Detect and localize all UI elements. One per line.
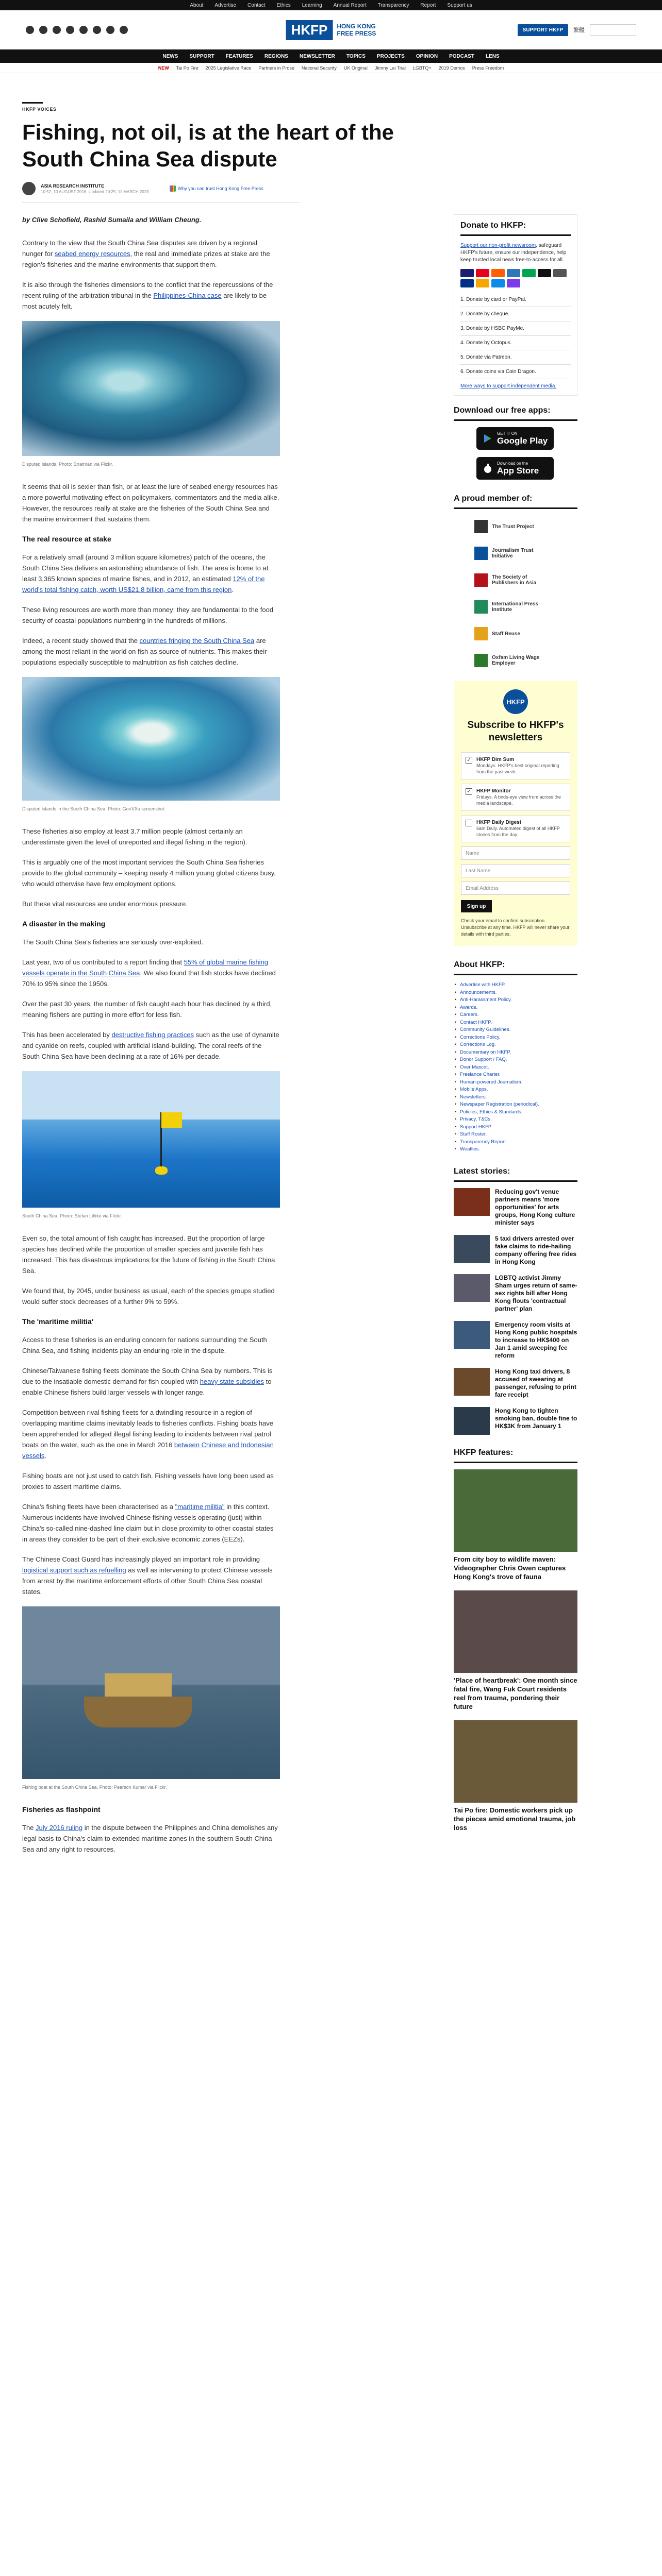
paragraph: Last year, two of us contributed to a report finding that 55% of global marine fishing vessels operate in the South China Sea. We also found that fish stocks have declined 70% to 95% since the 1950s. [22, 958, 276, 988]
member-logo-icon [474, 547, 488, 560]
trending-link[interactable]: Partners in Prose [258, 65, 294, 71]
story-title[interactable]: Emergency room visits at Hong Kong public hospitals to increase to HK$400 on Jan 1 amid sweeping fee reform [495, 1320, 577, 1359]
payment-card-icon [507, 279, 520, 287]
nav-item[interactable]: FEATURES [225, 53, 253, 59]
paragraph: It seems that oil is sexier than fish, or at least the lure of seabed energy resources has a more powerful motivating effect on policymakers, commentators and the media alike. However, the resources really at stake are the fisheries of the South China Sea and the marine environment that sustains them. [22, 483, 279, 523]
reef-image [22, 677, 280, 801]
paragraph: The July 2016 ruling in the dispute between the Philippines and China demolishes any legal basis to China's claim to extended maritime zones in the southern South China Sea and any right to resources. [22, 1824, 278, 1853]
newsletter-option[interactable] [461, 815, 570, 842]
member-logo[interactable] [474, 598, 577, 616]
article-title: Fishing, not oil, is at the heart of the South China Sea dispute [22, 120, 394, 171]
topbar-link[interactable]: Learning [302, 2, 322, 8]
about-link[interactable]: • Newspaper Registration (periodical). [454, 1101, 577, 1109]
trending-bar [0, 63, 662, 73]
about-link[interactable]: • Support HKFP. [454, 1124, 577, 1131]
member-logo[interactable] [474, 651, 577, 670]
checkbox[interactable]: ✓ [466, 757, 472, 764]
latest-heading: Latest stories: [454, 1167, 577, 1182]
donate-option[interactable]: 1. Donate by card or PayPal. [460, 293, 571, 307]
apple-icon [483, 463, 493, 473]
caption: Disputed islands. Photo: Stratman via Flickr. [22, 462, 113, 467]
bluesky-icon[interactable] [106, 26, 114, 34]
story-item[interactable] [454, 1407, 577, 1435]
byline [22, 182, 301, 203]
checkbox[interactable] [466, 820, 472, 826]
newsletter-name: HKFP Daily Digest [476, 820, 522, 825]
google-news-icon [170, 185, 176, 192]
story-title[interactable]: Hong Kong taxi drivers, 8 accused of swearing at passenger, refusing to print fare receipt [495, 1367, 577, 1398]
donate-heading: Donate to HKFP: [460, 221, 571, 236]
inline-link[interactable]: 12% of the world's total fishing catch, worth US$21.8 billion, came from this region [22, 575, 265, 594]
paragraph: It is also through the fisheries dimensions to the conflict that the repercussions of the recent ruling of the arbitration tribunal in the Philippines-China case are likely to be most acutely felt. [22, 281, 273, 310]
nav-item[interactable]: REGIONS [264, 53, 288, 59]
member-logo-icon [474, 573, 488, 587]
avatar [22, 182, 36, 195]
language-switch[interactable]: 繁體 [573, 27, 585, 33]
topbar-link[interactable]: Ethics [276, 2, 291, 8]
social-links [26, 26, 128, 34]
about-link[interactable]: • Policies, Ethics & Standards. [454, 1109, 577, 1116]
trust-link[interactable]: Why you can trust Hong Kong Free Press [170, 185, 263, 192]
more-ways-link[interactable]: More ways to support independent media. [460, 383, 557, 389]
about-link[interactable]: • Human-powered Journalism. [454, 1079, 577, 1087]
category-label[interactable]: HKFP VOICES [22, 107, 57, 112]
feature-image [454, 1590, 577, 1673]
member-logo-icon [474, 520, 488, 533]
about-links [454, 981, 577, 1154]
story-thumbnail [454, 1235, 490, 1263]
search-input[interactable] [590, 24, 636, 36]
newsletter-desc: Fridays. A birds-eye view from across the media landscape. [476, 794, 561, 806]
feature-item[interactable] [454, 1469, 577, 1581]
topbar-link[interactable]: Annual Report [333, 2, 367, 8]
support-link[interactable]: Support our non-profit newsroom [460, 243, 536, 248]
fishing-boat-image [22, 1606, 280, 1779]
about-link[interactable]: • Contact HKFP. [454, 1019, 577, 1027]
about-link[interactable]: • Documentary on HKFP. [454, 1049, 577, 1057]
figure [22, 321, 280, 470]
newsletter-desc: 6am Daily. Automated digest of all HKFP stories from the day. [476, 826, 560, 837]
feature-image [454, 1720, 577, 1803]
payment-card-icon [491, 269, 505, 277]
site-logo[interactable] [286, 20, 376, 40]
story-item[interactable] [454, 1188, 577, 1227]
feature-item[interactable] [454, 1590, 577, 1711]
member-logo[interactable] [474, 571, 577, 589]
newsletter-title: Subscribe to HKFP's newsletters [467, 720, 564, 743]
trending-link[interactable]: Press Freedom [472, 65, 504, 71]
nav-item[interactable]: NEWSLETTER [299, 53, 335, 59]
newsletter-fine-print: Check your email to confirm subscription. Unsubscribe at any time. HKFP will never share your details with third parties. [461, 918, 570, 937]
first-name-field[interactable]: Name [461, 846, 570, 860]
threads-icon[interactable] [66, 26, 74, 34]
category-rule [22, 102, 43, 104]
trending-link[interactable]: Tai Po Fire [176, 65, 198, 71]
about-link[interactable]: • Corrections Log. [454, 1041, 577, 1049]
member-logo[interactable] [474, 544, 577, 563]
paragraph: Competition between rival fishing fleets for a dwindling resource in a region of overlapping maritime claims inevitably leads to fisheries conflicts. Fishing boats have been apprehended for alleged illegal fishing leading to incidents between rival patrol boats on the water, such as the one in March 2016 between Chinese and Indonesian vessels. [22, 1409, 274, 1460]
paragraph: The South China Sea's fisheries are seriously over-exploited. [22, 938, 204, 946]
latest-stories [454, 1188, 577, 1435]
newsletter-name: HKFP Dim Sum [476, 757, 515, 762]
about-link[interactable]: • Transparency Report. [454, 1139, 577, 1146]
paragraph: For a relatively small (around 3 million square kilometres) patch of the oceans, the South China Sea delivers an astonishing abundance of fish. The area is home to at least 3,365 known species of marine fishes, and in 2012, an estimated 12% of the world's total fishing catch, worth US$21.8 billion, came from this region. [22, 553, 269, 594]
inline-link[interactable]: seabed energy resources [54, 250, 130, 258]
payment-card-icon [522, 269, 536, 277]
member-name: Journalism Trust Initiative [492, 548, 534, 559]
nav-item[interactable]: SUPPORT [189, 53, 214, 59]
about-link[interactable]: • Mobile Apps. [454, 1086, 577, 1094]
topbar-link[interactable]: Contact [247, 2, 266, 8]
topbar-link[interactable]: About [190, 2, 204, 8]
logo-mark: HKFP [286, 20, 333, 40]
section-heading: The real resource at stake [22, 535, 111, 543]
paragraph: This is arguably one of the most important services the South China Sea fisheries provide to the global community – keeping nearly 4 million young global citizens busy, who would otherwise have few employment options. [22, 858, 276, 888]
google-play-icon [483, 433, 493, 444]
story-thumbnail [454, 1321, 490, 1349]
trending-link[interactable]: UK Original [343, 65, 368, 71]
paragraph: Even so, the total amount of fish caught has increased. But the proportion of large species has declined while the proportion of smaller species and juvenile fish has increased. This has disastrous implications for the future of fishing in the South China Sea. [22, 1234, 275, 1275]
figure [22, 677, 280, 815]
inline-link[interactable]: "maritime militia" [175, 1503, 225, 1511]
topbar-link[interactable]: Transparency [377, 2, 409, 8]
linkedin-icon[interactable] [93, 26, 101, 34]
publish-date: 10:52, 10 AUGUST 2016, Updated 20:25, 11 MARCH 2023 [41, 189, 149, 194]
feature-image [454, 1469, 577, 1552]
paragraph: We found that, by 2045, under business as usual, each of the species groups studied would suffer stock decreases of a further 9% to 59%. [22, 1287, 275, 1306]
payment-icons [460, 269, 571, 287]
donate-option[interactable]: 3. Donate by HSBC PayMe. [460, 321, 571, 336]
story-item[interactable] [454, 1274, 577, 1313]
trending-link[interactable]: LGBTQ+ [412, 65, 432, 71]
newsletter-option[interactable] [461, 752, 570, 779]
about-link[interactable]: • Careers. [454, 1011, 577, 1019]
new-badge: NEW [158, 65, 169, 71]
rss-icon[interactable] [120, 26, 128, 34]
about-link[interactable]: • Staff Roster. [454, 1131, 577, 1139]
member-logo[interactable] [474, 517, 577, 536]
section-heading: A disaster in the making [22, 920, 106, 928]
logo-line: FREE PRESS [337, 30, 376, 37]
donate-option[interactable]: 4. Donate by Octopus. [460, 336, 571, 350]
newsletter-name: HKFP Monitor [476, 788, 511, 794]
story-item[interactable] [454, 1368, 577, 1399]
newsletter-desc: Mondays. HKFP's best original reporting from the past week. [476, 763, 559, 774]
support-button[interactable]: SUPPORT HKFP [518, 24, 568, 36]
story-title[interactable]: LGBTQ activist Jimmy Sham urges return of same-sex rights bill after Hong Kong flouts 'contractual partner' plan [495, 1274, 577, 1312]
nav-item[interactable]: OPINION [416, 53, 438, 59]
paragraph: Chinese/Taiwanese fishing fleets dominate the South China Sea by numbers. This is due to the insatiable domestic demand for fish coupled with heavy state subsidies to enable Chinese fishers build larger vessels with longer range. [22, 1367, 273, 1396]
inline-link[interactable]: Philippines-China case [153, 292, 222, 299]
youtube-icon[interactable] [79, 26, 88, 34]
story-title[interactable]: Hong Kong to tighten smoking ban, double fine to HK$3K from January 1 [495, 1406, 577, 1430]
newsletter-options [461, 752, 570, 842]
sidebar [454, 214, 577, 1841]
member-name: Oxfam Living Wage Employer [492, 655, 540, 666]
paragraph: China's fishing fleets have been characterised as a "maritime militia" in this context. Numerous incidents have involved Chinese fishing vessels operating (just) within China's so-called nine-dashed line claim but in close proximity to other coastal states in areas they consider to be part of their exclusive economic zones (EEZs). [22, 1503, 274, 1543]
topbar-link[interactable]: Report [420, 2, 436, 8]
member-logo-icon [474, 627, 488, 640]
story-item[interactable] [454, 1321, 577, 1360]
paragraph: Over the past 30 years, the number of fish caught each hour has declined by a third, meaning fishers are putting in more effort for less fish. [22, 1000, 272, 1019]
paragraph: Contrary to the view that the South China Sea disputes are driven by a regional hunger for seabed energy resources, the real and immediate prizes at stake are the region's fisheries and the marine environments that support them. [22, 239, 270, 268]
story-thumbnail [454, 1368, 490, 1396]
nav-item[interactable]: LENS [485, 53, 500, 59]
paragraph: But these vital resources are under enormous pressure. [22, 900, 188, 908]
story-thumbnail [454, 1274, 490, 1302]
story-thumbnail [454, 1188, 490, 1216]
apps-heading: Download our free apps: [454, 406, 577, 421]
newsletter-box [454, 681, 577, 946]
about-link[interactable]: • Announcements. [454, 989, 577, 997]
caption: Fishing boat at the South China Sea. Photo: Pearson Kumar via Flickr. [22, 1785, 167, 1790]
about-heading: About HKFP: [454, 960, 577, 975]
paragraph: Access to these fisheries is an enduring concern for nations surrounding the South China Sea, and fishing incidents play an enduring role in the dispute. [22, 1336, 267, 1354]
about-link[interactable]: • Awards. [454, 1004, 577, 1012]
nav-item[interactable]: PODCAST [449, 53, 474, 59]
app-store-button[interactable]: Download on the App Store [476, 457, 554, 480]
main-nav [0, 49, 662, 63]
signup-button[interactable]: Sign up [461, 900, 492, 912]
author-name[interactable]: ASIA RESEARCH INSTITUTE [41, 183, 105, 189]
islands-image [22, 321, 280, 456]
features-heading: HKFP features: [454, 1448, 577, 1463]
paragraph: Fishing boats are not just used to catch fish. Fishing vessels have long been used as proxies to assert maritime claims. [22, 1472, 274, 1490]
nav-item[interactable]: PROJECTS [376, 53, 405, 59]
donate-option[interactable]: 2. Donate by cheque. [460, 307, 571, 321]
about-link[interactable]: • Anti-Harassment Policy. [454, 996, 577, 1004]
payment-card-icon [507, 269, 520, 277]
google-play-button[interactable]: GET IT ON Google Play [476, 427, 554, 450]
inline-link[interactable]: 55% of global marine fishing vessels operate in the South China Sea [22, 958, 268, 977]
payment-card-icon [476, 279, 489, 287]
article-body [22, 214, 280, 1855]
email-field[interactable]: Email Address [461, 882, 570, 895]
nav-item[interactable]: NEWS [162, 53, 178, 59]
payment-card-icon [538, 269, 551, 277]
story-title[interactable]: Reducing gov't venue partners means 'more opportunities' for arts groups, Hong Kong culture minister says [495, 1188, 575, 1226]
buoy-image [22, 1071, 280, 1208]
inline-link[interactable]: countries fringing the South China Sea [139, 637, 255, 645]
member-name: The Society of Publishers in Asia [492, 574, 537, 586]
inline-link[interactable]: destructive fishing practices [111, 1031, 194, 1039]
paragraph: This has been accelerated by destructive fishing practices such as the use of dynamite and cyanide on reefs, coupled with artificial island-building. The coral reefs of the South China Sea have been declining at a rate of 16% per decade. [22, 1031, 279, 1060]
inline-link[interactable]: heavy state subsidies [200, 1378, 264, 1385]
topbar-link[interactable]: Support us [447, 2, 472, 8]
inline-link[interactable]: July 2016 ruling [36, 1824, 83, 1832]
about-link[interactable]: • Corrections Policy. [454, 1034, 577, 1042]
about-link[interactable]: • Donor Support / FAQ. [454, 1056, 577, 1064]
trending-link[interactable]: National Security [301, 65, 337, 71]
about-link[interactable]: • Newsletters. [454, 1094, 577, 1101]
story-title[interactable]: 5 taxi drivers arrested over fake claims to ride-hailing company offering free rides in Hong Kong [495, 1234, 577, 1265]
feature-stories [454, 1469, 577, 1832]
trending-link[interactable]: 2025 Legislative Race [205, 65, 252, 71]
feature-title[interactable]: 'Place of heartbreak': One month since fatal fire, Wang Fuk Court residents reel from trauma, pondering their future [454, 1676, 577, 1710]
trending-link[interactable]: Jimmy Lai Trial [374, 65, 406, 71]
paragraph: The Chinese Coast Guard has increasingly played an important role in providing logistical support such as refuelling as well as intervening to protect Chinese vessels from arrest by the maritime enforcement efforts of other South China Sea coastal states. [22, 1555, 273, 1596]
section-heading: The 'maritime militia' [22, 1317, 94, 1326]
payment-card-icon [491, 279, 505, 287]
section-heading: Fisheries as flashpoint [22, 1805, 101, 1814]
donate-box [454, 214, 577, 396]
member-name: International Press Institute [492, 601, 539, 613]
hkfp-logo: HKFP [503, 689, 528, 714]
paragraph: Indeed, a recent study showed that the countries fringing the South China Sea are among the most reliant in the world on fish as source of nutrients. This makes their populations especially susceptible to malnutrition as fish catches decline. [22, 637, 267, 666]
about-link[interactable]: • Over Mascot. [454, 1064, 577, 1072]
logo-line: HONG KONG [337, 23, 376, 30]
inline-link[interactable]: between Chinese and Indonesian vessels [22, 1441, 274, 1460]
member-heading: A proud member of: [454, 494, 577, 509]
about-link[interactable]: • Privacy, T&Cs. [454, 1116, 577, 1124]
feature-item[interactable] [454, 1720, 577, 1832]
facebook-icon[interactable] [26, 26, 34, 34]
story-thumbnail [454, 1407, 490, 1435]
payment-card-icon [476, 269, 489, 277]
member-logo-icon [474, 654, 488, 667]
member-logo-icon [474, 600, 488, 614]
paragraph: These fisheries also employ at least 3.7 million people (almost certainly an underestimate given the level of unreported and illegal fishing in the region). [22, 827, 247, 846]
about-link[interactable]: • Community Guidelines. [454, 1026, 577, 1034]
x-icon[interactable] [39, 26, 47, 34]
nav-item[interactable]: TOPICS [346, 53, 366, 59]
member-logos [454, 517, 577, 670]
about-link[interactable]: • Freelance Charter. [454, 1071, 577, 1079]
caption: South China Sea. Photo: Stefan Lillrke via Flickr. [22, 1213, 122, 1218]
payment-card-icon [553, 269, 567, 277]
inline-link[interactable]: logistical support such as refuelling [22, 1566, 126, 1574]
paragraph: These living resources are worth more than money; they are fundamental to the food security of coastal populations numbering in the hundreds of millions. [22, 606, 274, 624]
donate-option[interactable]: 5. Donate via Patreon. [460, 350, 571, 365]
instagram-icon[interactable] [53, 26, 61, 34]
feature-title[interactable]: Tai Po fire: Domestic workers pick up the pieces amid emotional trauma, job loss [454, 1806, 576, 1832]
newsletter-option[interactable] [461, 784, 570, 811]
caption: Disputed islands in the South China Sea. Photo: Gov't/Xu screenshot. [22, 806, 166, 811]
checkbox[interactable]: ✓ [466, 788, 472, 795]
utility-bar [0, 0, 662, 10]
donate-intro: Support our non-profit newsroom, safeguard HKFP's future, ensure our independence, help keep trusted local news free-to-access for all. [460, 243, 567, 263]
donate-options [460, 293, 571, 379]
topbar-link[interactable]: Advertise [214, 2, 237, 8]
about-link[interactable]: • Weatlies. [454, 1146, 577, 1154]
site-header [0, 10, 662, 49]
article-authors: by Clive Schofield, Rashid Sumaila and William Cheung. [22, 216, 202, 224]
story-item[interactable] [454, 1235, 577, 1266]
payment-card-icon [460, 279, 474, 287]
payment-card-icon [460, 269, 474, 277]
figure [22, 1606, 280, 1793]
trending-link[interactable]: 2019 Demos [438, 65, 465, 71]
member-name: The Trust Project [492, 523, 534, 530]
donate-option[interactable]: 6. Donate coins via Coin Dragon. [460, 365, 571, 379]
figure [22, 1071, 280, 1222]
about-link[interactable]: • Advertise with HKFP. [454, 981, 577, 989]
last-name-field[interactable]: Last Name [461, 864, 570, 877]
member-name: Staff Reuse [492, 631, 521, 637]
feature-title[interactable]: From city boy to wildlife maven: Videographer Chris Owen captures Hong Kong's trove of fauna [454, 1555, 566, 1581]
member-logo[interactable] [474, 624, 577, 643]
